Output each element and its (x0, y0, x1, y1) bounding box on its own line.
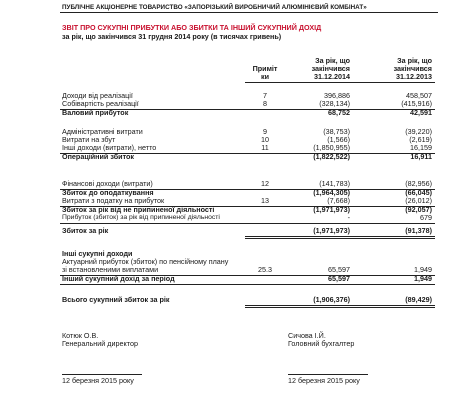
signer-right-name: Сичова І.Й. (288, 331, 326, 340)
row-actuarial-label-1: Актуарний прибуток (збиток) по пенсійному плану (62, 257, 229, 266)
notes-header-line1: Приміт (252, 64, 278, 73)
row-cogs-note: 8 (263, 99, 267, 108)
col-2013-header-1: За рік, що (397, 56, 432, 65)
row-disc-profit-label: Прибуток (збиток) за рік від припиненої діяльності (62, 214, 220, 221)
row-actuarial-label-2: зі встановленими виплатами (62, 265, 159, 274)
signer-right-title: Головний бухгалтер (288, 339, 355, 348)
row-oci-total-2014: 65,597 (328, 274, 350, 283)
row-finance-note: 12 (261, 179, 269, 188)
signer-left-date: 12 березня 2015 року (62, 376, 134, 385)
row-admin-2014: (38,753) (323, 127, 350, 136)
row-admin-note: 9 (263, 127, 267, 136)
row-finance-2014: (141,783) (319, 179, 350, 188)
col-2014-header-3: 31.12.2014 (314, 72, 350, 81)
row-gross-2014: 68,752 (328, 108, 350, 117)
signer-right-date: 12 березня 2015 року (288, 376, 360, 385)
row-selling-note: 10 (261, 135, 269, 144)
row-tax-note: 13 (261, 196, 269, 205)
col-2013-header-3: 31.12.2013 (396, 72, 432, 81)
row-revenue-2013: 458,507 (406, 91, 432, 100)
row-pretax-2014: (1,964,305) (313, 188, 350, 197)
row-gross-label: Валовий прибуток (62, 108, 129, 117)
row-actuarial-2014: 65,597 (328, 265, 350, 274)
row-revenue-label: Доходи від реалізації (62, 91, 133, 100)
row-year-loss-2013: (91,378) (405, 226, 432, 235)
row-admin-2013: (39,220) (405, 127, 432, 136)
row-other-2014: (1,850,955) (313, 143, 350, 152)
row-selling-label: Витрати на збут (62, 135, 116, 144)
row-admin-label: Адміністративні витрати (62, 127, 143, 136)
row-operating-2014: (1,822,522) (313, 152, 350, 161)
col-2014-header-1: За рік, що (315, 56, 350, 65)
row-other-note: 11 (261, 143, 269, 152)
row-total-2014: (1,906,376) (313, 295, 350, 304)
header-underline (245, 82, 435, 83)
row-actuarial-2013: 1,949 (414, 265, 432, 274)
row-oci-total-2013: 1,949 (414, 274, 432, 283)
oci-title: Інші сукупні доходи (62, 249, 133, 258)
report-subtitle: за рік, що закінчився 31 грудня 2014 року (в тисячах гривень) (62, 32, 282, 41)
row-selling-2013: (2,619) (409, 135, 432, 144)
row-operating-2013: 16,911 (410, 152, 432, 161)
row-disc-profit-2014: - (347, 213, 350, 222)
row-cont-loss-2013: (92,057) (405, 205, 432, 214)
col-2014-header-2: закінчився (311, 64, 350, 73)
row-actuarial-note: 25.3 (258, 265, 272, 274)
row-cont-loss-label: Збиток за рік від не припиненої діяльності (62, 205, 215, 214)
row-cogs-2014: (328,134) (319, 99, 350, 108)
row-tax-2014: (7,668) (327, 196, 350, 205)
row-total-2013: (89,429) (405, 295, 432, 304)
header-rule (60, 12, 438, 13)
row-revenue-note: 7 (263, 91, 267, 100)
row-other-2013: 16,159 (410, 143, 432, 152)
row-pretax-2013: (66,045) (405, 188, 432, 197)
rule-year-loss-top (60, 223, 435, 224)
row-tax-2013: (26,012) (405, 196, 432, 205)
row-finance-2013: (82,956) (405, 179, 432, 188)
row-year-loss-2014: (1,971,973) (313, 226, 350, 235)
row-disc-profit-2013: 679 (420, 213, 432, 222)
row-revenue-2014: 396,886 (324, 91, 350, 100)
row-tax-label: Витрати з податку на прибуток (62, 196, 165, 205)
row-oci-total-label: Інший сукупний дохід за період (62, 274, 175, 283)
row-operating-label: Операційний збиток (62, 152, 134, 161)
report-title: ЗВІТ ПРО СУКУПНІ ПРИБУТКИ АБО ЗБИТКИ ТА ІНШИЙ СУКУПНИЙ ДОХІД (62, 23, 322, 32)
signer-left-title: Генеральний директор (62, 339, 138, 348)
signature-line-left (62, 374, 142, 375)
row-pretax-label: Збиток до оподаткування (62, 188, 154, 197)
rule-year-loss-bottom-2 (245, 238, 435, 239)
row-cont-loss-2014: (1,971,973) (313, 205, 350, 214)
row-other-label: Інші доходи (витрати), нетто (62, 143, 157, 152)
col-2013-header-2: закінчився (393, 64, 432, 73)
notes-header-line2: ки (260, 72, 270, 81)
company-name: ПУБЛІЧНЕ АКЦІОНЕРНЕ ТОВАРИСТВО «ЗАПОРІЗЬКИЙ ВИРОБНИЧИЙ АЛЮМІНІЄВИЙ КОМБІНАТ» (62, 4, 367, 11)
row-cogs-label: Собівартість реалізації (62, 99, 139, 108)
row-finance-label: Фінансові доходи (витрати) (62, 179, 153, 188)
row-year-loss-label: Збиток за рік (62, 226, 109, 235)
signer-left-name: Котюк О.В. (62, 331, 99, 340)
rule-oci-total-bottom (60, 284, 435, 285)
signature-line-right (288, 374, 368, 375)
row-total-label: Всього сукупний збиток за рік (62, 295, 170, 304)
row-selling-2014: (1,566) (327, 135, 350, 144)
row-gross-2013: 42,591 (410, 108, 432, 117)
row-cogs-2013: (415,916) (401, 99, 432, 108)
rule-total-bottom-2 (245, 307, 435, 308)
